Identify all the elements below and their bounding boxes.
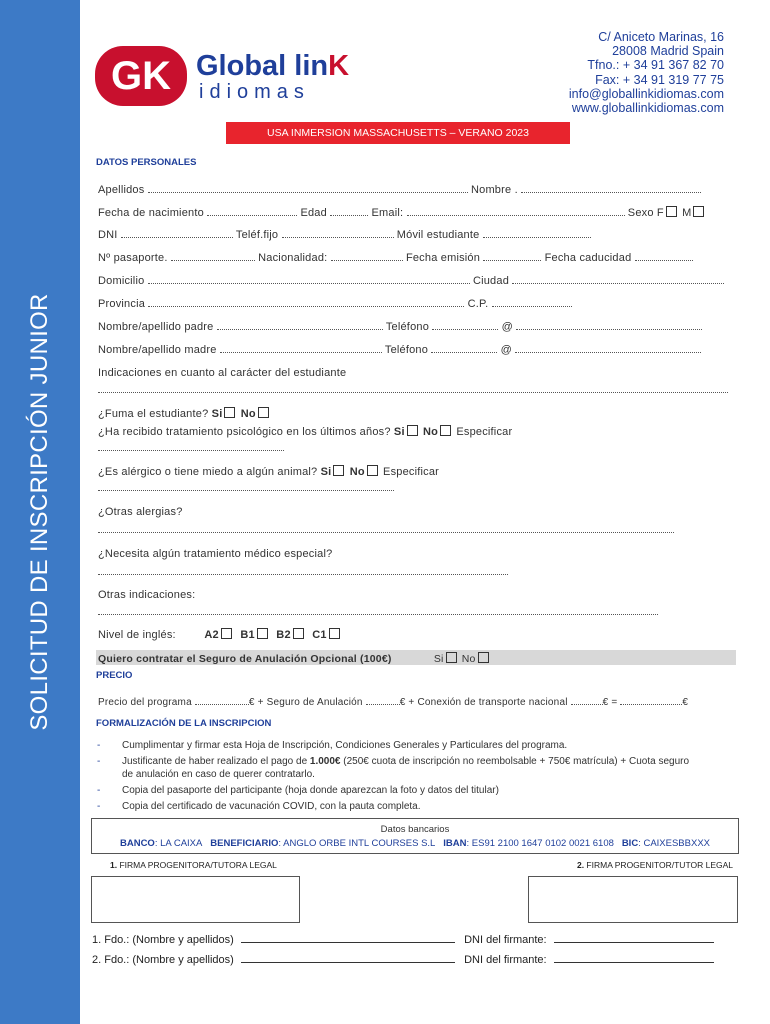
row-alergico-line	[98, 482, 394, 494]
signature-box-1[interactable]	[91, 876, 300, 923]
bullet-dash: -	[97, 801, 101, 812]
field-email[interactable]	[407, 207, 625, 216]
bank-details-box	[91, 818, 739, 854]
field-email-padre[interactable]	[516, 321, 702, 330]
field-movil[interactable]	[483, 229, 591, 238]
bank-title: Datos bancarios	[380, 824, 450, 835]
label-fecha-emision: Fecha emisión	[405, 252, 481, 264]
field-fecha-caducidad[interactable]	[635, 252, 693, 261]
row-padre	[98, 321, 702, 333]
row-alergias-line	[98, 524, 674, 536]
label-otras-alergias: ¿Otras alergias?	[98, 506, 183, 518]
row-medico-line	[98, 566, 508, 578]
item-text: (250€ cuota de inscripción no reembolsable + 750€ matrícula) + Cuota seguro	[340, 756, 690, 767]
label-dni-firmante-1: DNI del firmante:	[464, 934, 547, 946]
checkbox-nivel-b1[interactable]	[257, 628, 268, 639]
row-fdo-2	[92, 952, 714, 966]
label-apellidos: Apellidos	[98, 184, 145, 196]
checkbox-fuma-si[interactable]	[224, 407, 235, 418]
label-sexo-m: M	[682, 207, 692, 219]
field-indicaciones[interactable]	[98, 384, 728, 393]
row-madre	[98, 344, 701, 356]
city: 28008 Madrid Spain	[612, 44, 724, 59]
field-provincia[interactable]	[148, 298, 464, 307]
row-alergico	[98, 465, 439, 478]
field-conexion[interactable]	[571, 696, 603, 705]
field-dni-firmante-2[interactable]	[554, 952, 714, 963]
field-otras-alergias[interactable]	[98, 524, 674, 533]
field-total[interactable]	[620, 696, 682, 705]
row-psico-line	[98, 442, 284, 454]
field-madre[interactable]	[220, 344, 382, 353]
bullet-dash: -	[97, 785, 101, 796]
row-precio	[98, 696, 688, 708]
label-especificar-alergico: Especificar	[383, 466, 440, 478]
row-apellidos	[98, 184, 701, 196]
label-otras-indicaciones: Otras indicaciones:	[98, 589, 196, 601]
label-fdo-1: 1. Fdo.: (Nombre y apellidos)	[92, 934, 234, 946]
label-at-madre: @	[500, 344, 512, 356]
label-padre: Nombre/apellido padre	[98, 321, 214, 333]
bic-value: : CAIXESBBXXX	[638, 838, 710, 849]
field-nacionalidad[interactable]	[331, 252, 403, 261]
label-madre: Nombre/apellido madre	[98, 344, 217, 356]
item-text: Copia del certificado de vacunación COVID, con la pauta completa.	[122, 801, 421, 812]
label-alergico-si: Si	[320, 466, 332, 478]
list-item	[97, 785, 499, 796]
row-domicilio	[98, 275, 724, 287]
label-igual: € =	[602, 697, 618, 708]
field-pasaporte[interactable]	[171, 252, 255, 261]
field-padre[interactable]	[217, 321, 383, 330]
field-telefono-madre[interactable]	[431, 344, 497, 353]
label-provincia: Provincia	[98, 298, 146, 310]
item-text: Justificante de haber realizado el pago de	[122, 756, 310, 767]
label-sexo-f: Sexo F	[627, 207, 664, 219]
label-fecha-caducidad: Fecha caducidad	[544, 252, 632, 264]
label-seguro-si: Si	[433, 653, 444, 665]
bank-value: : LA CAIXA	[154, 838, 203, 849]
checkbox-psico-no[interactable]	[440, 425, 451, 436]
label-cp: C.P.	[467, 298, 489, 310]
list-item	[97, 801, 421, 812]
label-at-padre: @	[501, 321, 513, 333]
field-domicilio[interactable]	[148, 275, 470, 284]
label-telf-fijo: Teléf.fijo	[235, 229, 279, 241]
field-telefono-padre[interactable]	[432, 321, 498, 330]
list-item	[97, 756, 689, 767]
checkbox-nivel-c1[interactable]	[329, 628, 340, 639]
sidebar	[0, 0, 80, 1024]
label-fuma: ¿Fuma el estudiante?	[98, 408, 209, 420]
iban-label: IBAN	[443, 838, 467, 849]
signature-text-2: FIRMA PROGENITOR/TUTOR LEGAL	[584, 860, 733, 870]
field-apellidos[interactable]	[148, 184, 468, 193]
field-nombre[interactable]	[521, 184, 701, 193]
signature-text-1: FIRMA PROGENITORA/TUTORA LEGAL	[117, 860, 277, 870]
row-seguro	[98, 652, 491, 665]
svg-text:idiomas: idiomas	[199, 81, 310, 103]
label-alergico-no: No	[349, 466, 365, 478]
address: C/ Aniceto Marinas, 16	[598, 30, 724, 44]
signature-label-1	[110, 860, 277, 870]
svg-text:Global linK: Global linK	[196, 50, 350, 82]
phone: Tfno.: + 34 91 367 82 70	[587, 58, 724, 73]
field-especificar-alergico[interactable]	[98, 482, 394, 491]
bic-label: BIC	[621, 838, 639, 849]
row-indicaciones-line	[98, 384, 728, 396]
row-nivel	[98, 628, 342, 641]
label-psico-no: No	[422, 426, 439, 438]
row-provincia	[98, 298, 572, 310]
field-telf-fijo[interactable]	[282, 229, 394, 238]
label-nivel-c1: C1	[312, 629, 327, 641]
checkbox-alergico-si[interactable]	[333, 465, 344, 476]
field-precio-programa[interactable]	[195, 696, 249, 705]
label-domicilio: Domicilio	[98, 275, 145, 287]
row-fuma	[98, 407, 271, 420]
label-movil: Móvil estudiante	[396, 229, 480, 241]
program-banner: USA INMERSION MASSACHUSETTS – VERANO 2023	[226, 122, 570, 144]
checkbox-nivel-a2[interactable]	[221, 628, 232, 639]
label-fuma-no: No	[240, 408, 256, 420]
label-edad: Edad	[300, 207, 327, 219]
row-fdo-1	[92, 932, 714, 946]
section-precio: PRECIO	[96, 670, 133, 681]
row-otras-line	[98, 606, 658, 618]
checkbox-seguro-si[interactable]	[446, 652, 457, 663]
checkbox-sexo-f[interactable]	[666, 206, 677, 217]
contact-block	[569, 30, 724, 115]
email-link[interactable]: info@globallinkidiomas.com	[568, 86, 724, 101]
field-email-madre[interactable]	[515, 344, 701, 353]
checkbox-seguro-no[interactable]	[478, 652, 489, 663]
web-link[interactable]: www.globallinkidiomas.com	[571, 101, 724, 116]
label-precio-programa: Precio del programa	[98, 697, 192, 708]
label-psico-si: Si	[393, 426, 405, 438]
label-email: Email:	[371, 207, 404, 219]
bullet-dash: -	[97, 740, 101, 751]
bank-line	[92, 838, 738, 849]
row-fecha-nac	[98, 206, 706, 219]
label-seguro-anulacion: € + Seguro de Anulación	[248, 697, 363, 708]
label-nacionalidad: Nacionalidad:	[258, 252, 328, 264]
label-telefono-madre: Teléfono	[384, 344, 429, 356]
checkbox-fuma-no[interactable]	[258, 407, 269, 418]
svg-text:GK: GK	[111, 54, 171, 98]
checkbox-nivel-b2[interactable]	[293, 628, 304, 639]
bank-label: BANCO	[119, 838, 155, 849]
field-fdo-1[interactable]	[241, 932, 455, 943]
field-seguro-anulacion[interactable]	[366, 696, 400, 705]
label-seguro: Quiero contratar el Seguro de Anulación Opcional (100€)	[98, 653, 392, 665]
label-fuma-si: Si	[211, 408, 223, 420]
row-psicologico	[98, 425, 512, 438]
label-nivel-a2: A2	[204, 629, 219, 641]
field-fdo-2[interactable]	[241, 952, 455, 963]
item-amount: 1.000€	[309, 756, 341, 767]
field-fecha-emision[interactable]	[483, 252, 541, 261]
field-edad[interactable]	[330, 207, 368, 216]
list-item	[97, 740, 567, 751]
fax: Fax: + 34 91 319 77 75	[595, 72, 724, 87]
field-dni[interactable]	[121, 229, 233, 238]
field-fecha-nacimiento[interactable]	[207, 207, 297, 216]
field-cp[interactable]	[492, 298, 572, 307]
field-especificar-psico[interactable]	[98, 442, 284, 451]
label-nivel-b2: B2	[276, 629, 291, 641]
signature-num-2: 2.	[576, 860, 585, 870]
section-formalizacion: FORMALIZACIÓN DE LA INSCRIPCION	[96, 718, 272, 729]
signature-label-2	[577, 860, 733, 870]
field-dni-firmante-1[interactable]	[554, 932, 714, 943]
item-text: Cumplimentar y firmar esta Hoja de Inscripción, Condiciones Generales y Particulares del programa.	[122, 740, 568, 751]
label-ciudad: Ciudad	[472, 275, 510, 287]
iban-value: : ES91 2100 1647 0102 0021 6108	[466, 838, 614, 849]
label-fecha-nacimiento: Fecha de nacimiento	[98, 207, 204, 219]
field-ciudad[interactable]	[512, 275, 724, 284]
label-indicaciones: Indicaciones en cuanto al carácter del estudiante	[98, 367, 347, 379]
signature-num-1: 1.	[110, 860, 118, 870]
checkbox-psico-si[interactable]	[407, 425, 418, 436]
field-otras-indicaciones[interactable]	[98, 606, 658, 615]
item-text: Copia del pasaporte del participante (hoja donde aparezcan la foto y datos del titular)	[122, 785, 499, 796]
list-item-continued: de anulación en caso de querer contratarlo.	[122, 769, 315, 780]
label-pasaporte: Nº pasaporte.	[98, 252, 168, 264]
label-fdo-2: 2. Fdo.: (Nombre y apellidos)	[92, 954, 234, 966]
label-conexion: € + Conexión de transporte nacional	[399, 697, 568, 708]
label-alergico: ¿Es alérgico o tiene miedo a algún animal?	[98, 466, 318, 478]
label-telefono-padre: Teléfono	[385, 321, 430, 333]
label-dni-firmante-2: DNI del firmante:	[464, 954, 547, 966]
bullet-dash: -	[97, 756, 101, 767]
signature-box-2[interactable]	[528, 876, 738, 923]
label-nivel-b1: B1	[240, 629, 255, 641]
row-pasaporte	[98, 252, 693, 264]
beneficiary-value: : ANGLO ORBE INTL COURSES S.L	[278, 838, 436, 849]
beneficiary-label: BENEFICIARIO	[210, 838, 279, 849]
label-euro: €	[682, 697, 689, 708]
label-seguro-no: No	[461, 653, 476, 665]
checkbox-sexo-m[interactable]	[693, 206, 704, 217]
global-link-logo	[93, 42, 393, 108]
label-medico: ¿Necesita algún tratamiento médico especial?	[98, 548, 333, 560]
sidebar-title: SOLICITUD DE INSCRIPCIÓN JUNIOR	[26, 293, 53, 731]
row-dni	[98, 229, 591, 241]
label-especificar-psico: Especificar	[456, 426, 513, 438]
checkbox-alergico-no[interactable]	[367, 465, 378, 476]
field-medico[interactable]	[98, 566, 508, 575]
label-dni: DNI	[98, 229, 118, 241]
section-datos-personales: DATOS PERSONALES	[96, 157, 197, 168]
label-nombre: Nombre .	[470, 184, 518, 196]
label-psicologico: ¿Ha recibido tratamiento psicológico en los últimos años?	[98, 426, 391, 438]
label-nivel: Nivel de inglés:	[98, 629, 176, 641]
